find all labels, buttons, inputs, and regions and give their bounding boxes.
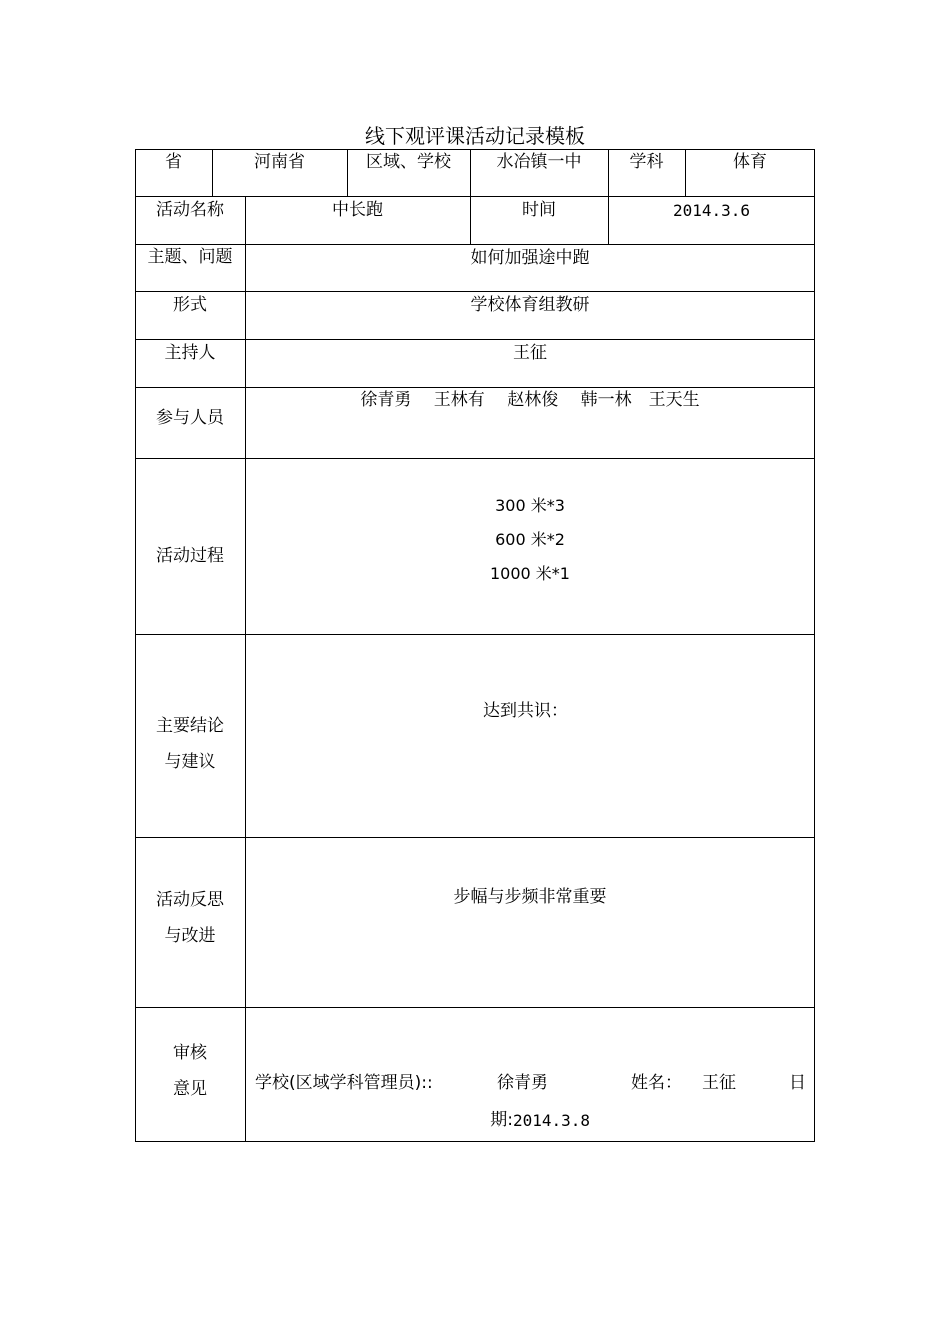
table-border (135, 149, 815, 150)
column-divider (245, 196, 246, 1142)
review-label-line1: 审核 (173, 1043, 207, 1063)
subject-label: 学科 (629, 152, 664, 172)
topic-label: 主题、问题 (147, 247, 233, 267)
review-name-label: 姓名： (631, 1073, 682, 1093)
review-name-value: 王征 (702, 1073, 736, 1093)
table-border (135, 1141, 815, 1142)
reflection-label-line1: 活动反思 (156, 890, 224, 910)
conclusion-label-line1: 主要结论 (156, 716, 224, 736)
participants-label: 参与人员 (156, 408, 224, 428)
row-divider (135, 634, 815, 635)
row-divider (135, 458, 815, 459)
review-date-label-part1: 日 (789, 1073, 806, 1093)
activity-name-label: 活动名称 (156, 200, 224, 220)
form-type-label: 形式 (173, 295, 207, 315)
review-date-value: 2014.3.8 (513, 1111, 591, 1130)
province-label: 省 (165, 152, 182, 172)
row-divider (135, 837, 815, 838)
participants-value: 徐青勇 王林有 赵林俊 韩一林 王天生 (360, 390, 700, 410)
host-label: 主持人 (164, 343, 216, 363)
review-label (135, 1035, 245, 1107)
review-school-label: 学校(区域学科管理员):: (255, 1073, 433, 1093)
time-label: 时间 (522, 200, 556, 220)
process-steps (245, 489, 815, 591)
row-divider (135, 387, 815, 388)
review-school-value: 徐青勇 (497, 1073, 548, 1093)
process-step: 300 米*3 (495, 496, 565, 515)
reflection-label (135, 882, 245, 954)
conclusion-label (135, 708, 245, 780)
process-label: 活动过程 (156, 546, 224, 566)
topic-value: 如何加强途中跑 (470, 248, 590, 268)
subject-value: 体育 (733, 152, 767, 172)
form-type-value: 学校体育组教研 (470, 295, 590, 315)
row-divider (135, 1007, 815, 1008)
process-step: 600 米*2 (495, 530, 565, 549)
conclusion-value: 达到共识： (483, 701, 568, 721)
reflection-label-line2: 与改进 (164, 926, 216, 946)
conclusion-label-line2: 与建议 (164, 752, 216, 772)
review-label-line2: 意见 (173, 1079, 207, 1099)
activity-name-value: 中长跑 (332, 200, 383, 220)
province-value: 河南省 (254, 152, 305, 172)
process-step: 1000 米*1 (490, 564, 570, 583)
row-divider (135, 291, 815, 292)
row-divider (135, 244, 815, 245)
row-divider (135, 339, 815, 340)
row-divider (135, 196, 815, 197)
region-label: 区域、学校 (366, 152, 451, 172)
host-value: 王征 (513, 343, 547, 363)
page-title: 线下观评课活动记录模板 (365, 124, 585, 148)
record-form (135, 149, 815, 1142)
review-date-label-part2: 期: (490, 1110, 513, 1130)
time-value: 2014.3.6 (672, 201, 751, 220)
region-value: 水冶镇一中 (496, 152, 582, 172)
reflection-value: 步幅与步频非常重要 (453, 887, 607, 907)
